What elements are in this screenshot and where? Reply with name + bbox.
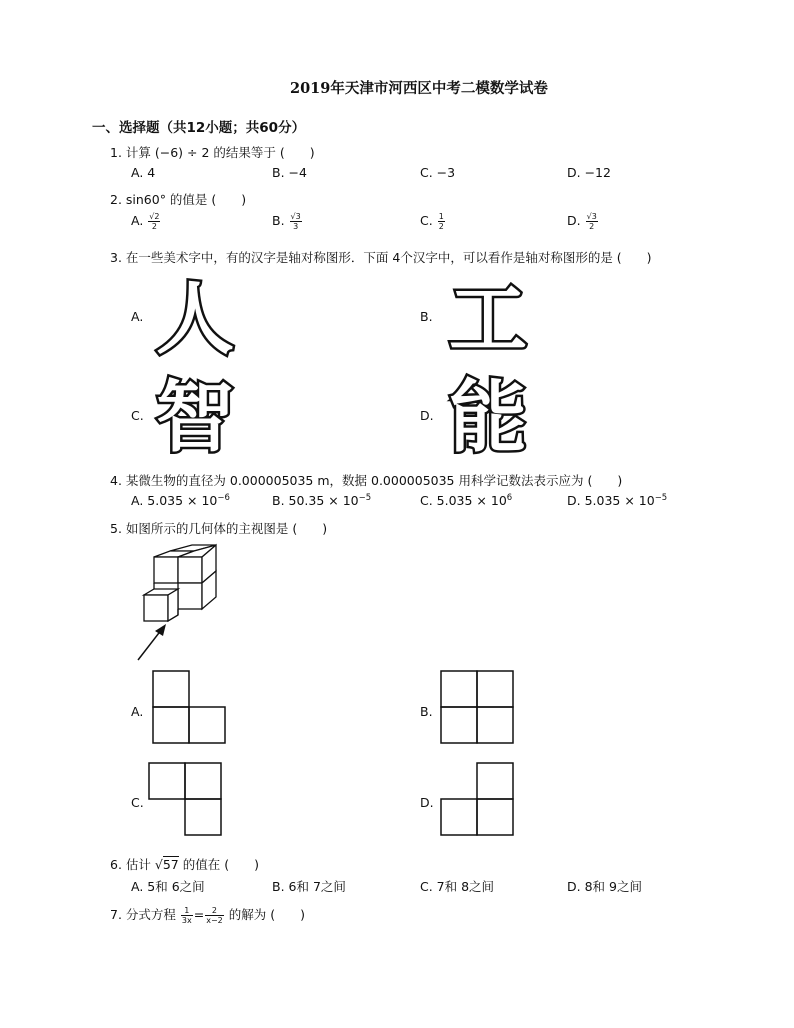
- geometric-solid-figure: [130, 545, 230, 665]
- question-1-option-a[interactable]: A. 4: [131, 165, 156, 180]
- question-2-option-b[interactable]: [272, 212, 303, 231]
- front-view-option-a: [152, 670, 228, 746]
- question-1-option-c[interactable]: C. −3: [420, 165, 456, 180]
- question-5-stem: 5. 如图所示的几何体的主视图是 ( ): [110, 521, 328, 536]
- option-d-label: D.: [567, 213, 581, 228]
- question-4-option-b[interactable]: B. $50.35 \times 10^{-5}$: [272, 493, 372, 509]
- character-gong-image: [438, 270, 538, 365]
- radicand: 57: [162, 857, 179, 872]
- svg-text:人: 人: [155, 275, 235, 365]
- question-3-stem: 3. 在一些美术字中，有的汉字是轴对称图形．下面 4个汉字中，可以看作是轴对称图形的是 ( ): [110, 250, 652, 265]
- question-1-option-b[interactable]: B. −4: [272, 165, 307, 180]
- question-2-stem: 2. sin60° 的值是 ( ): [110, 192, 247, 207]
- fraction-left: $\frac{1}{3x}$: [181, 906, 192, 925]
- question-5-option-d-label[interactable]: D.: [420, 795, 434, 810]
- question-2-option-c[interactable]: [420, 212, 446, 231]
- option-a-label: A.: [131, 213, 144, 228]
- question-1-option-d[interactable]: D. −12: [567, 165, 611, 180]
- question-3-option-c-label[interactable]: C.: [131, 408, 144, 423]
- question-4-option-d[interactable]: D. $5.035 \times 10^{-5}$: [567, 493, 668, 509]
- character-zhi-image: [145, 368, 245, 463]
- question-5-option-c-label[interactable]: C.: [131, 795, 144, 810]
- question-1-stem: 1. 计算 (−6) ÷ 2 的结果等于 ( ): [110, 145, 315, 160]
- question-5-option-b-label[interactable]: B.: [420, 704, 433, 719]
- fraction-a: $\frac{√2}{2}$: [149, 212, 160, 231]
- question-2-option-d[interactable]: [567, 212, 599, 231]
- section-heading: 一、选择题（共12小题；共60分）: [92, 120, 306, 136]
- view-direction-arrow: [138, 624, 166, 660]
- question-4-option-c[interactable]: C. $5.035 \times 10^6$: [420, 493, 513, 509]
- svg-text:智: 智: [155, 373, 235, 463]
- question-3-option-b-label[interactable]: B.: [420, 309, 433, 324]
- question-3-option-a-label[interactable]: A.: [131, 309, 144, 324]
- front-view-option-c: [148, 762, 224, 838]
- question-6-stem: 6. 估计 √57 的值在 ( ): [110, 857, 259, 872]
- question-4-option-a[interactable]: A. $5.035 \times 10^{-6}$: [131, 493, 230, 509]
- front-view-option-d: [440, 762, 516, 838]
- question-6-option-a[interactable]: A. 5和 6之间: [131, 879, 205, 894]
- question-3-option-d-label[interactable]: D.: [420, 408, 434, 423]
- question-6-option-d[interactable]: D. 8和 9之间: [567, 879, 642, 894]
- question-5-option-a-label[interactable]: A.: [131, 704, 144, 719]
- fraction-right: $\frac{2}{x-2}$: [206, 906, 223, 925]
- character-ren-image: [145, 270, 245, 365]
- svg-text:能: 能: [448, 373, 528, 463]
- question-6-option-c[interactable]: C. 7和 8之间: [420, 879, 495, 894]
- question-7-stem: 7. 分式方程 $\frac{1}{3x}$ = $\frac{2}{x-2}$ 的解为 ( ): [110, 906, 305, 925]
- question-4-stem: 4. 某微生物的直径为 0.000005035 m，数据 0.000005035 用科学记数法表示应为 ( ): [110, 473, 623, 488]
- page-title: 2019年天津市河西区中考二模数学试卷: [290, 80, 548, 97]
- cube-stack-drawing: [144, 545, 216, 621]
- question-6-option-b[interactable]: B. 6和 7之间: [272, 879, 346, 894]
- fraction-b: $\frac{√3}{3}$: [290, 212, 301, 231]
- question-2-option-a[interactable]: [131, 212, 161, 231]
- option-b-label: B.: [272, 213, 285, 228]
- front-view-option-b: [440, 670, 516, 746]
- character-neng-image: [438, 368, 538, 463]
- fraction-c: $\frac{1}{2}$: [438, 212, 444, 231]
- fraction-d: $\frac{√3}{2}$: [586, 212, 597, 231]
- option-c-label: C.: [420, 213, 433, 228]
- svg-text:工: 工: [448, 275, 528, 365]
